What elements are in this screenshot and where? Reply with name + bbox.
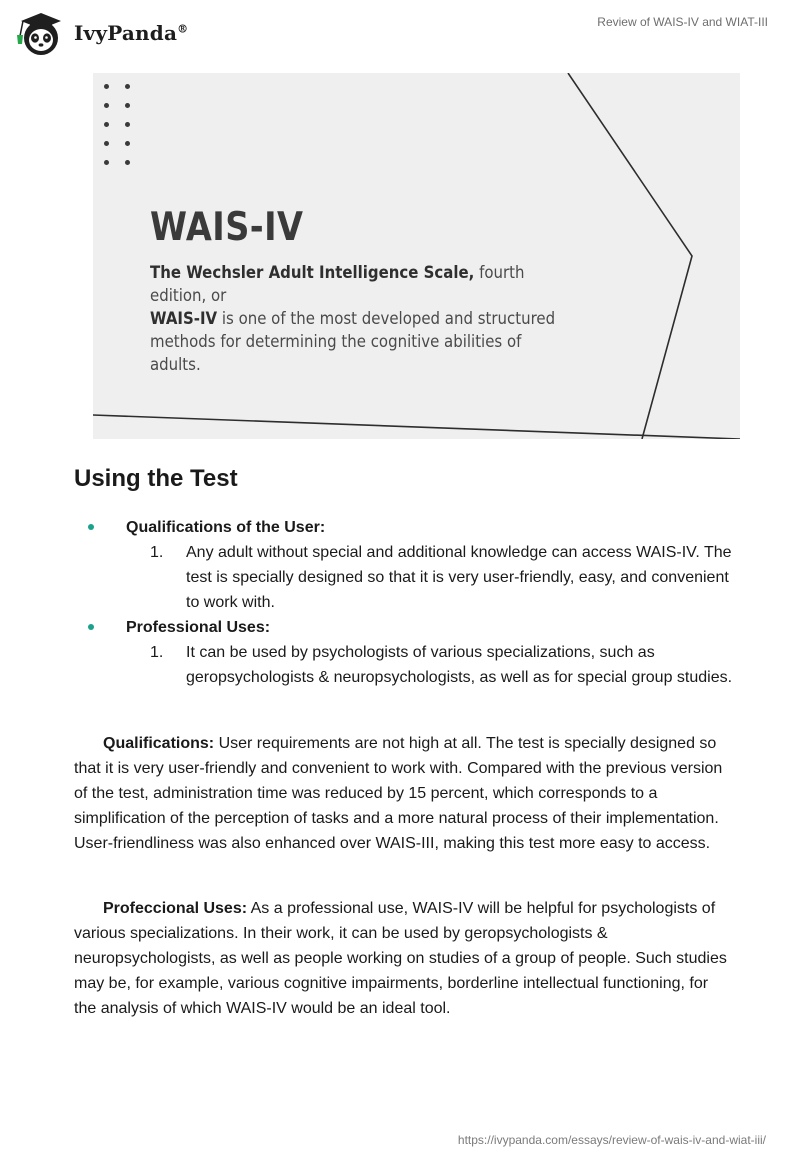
dot-grid-decoration [104,84,137,165]
dot [104,160,109,165]
site-logo[interactable] [14,8,188,58]
slide-description: The Wechsler Adult Intelligence Scale, fourth edition, or WAIS-IV is one of the most developed and structured methods for determining the cognitive abilities of adults. [150,263,556,375]
document-title: Review of WAIS-IV and WIAT-III [597,15,768,29]
dot [104,84,109,89]
numbered-item [126,540,734,615]
dot [125,141,130,146]
item-text: Any adult without special and additional knowledge can access WAIS-IV. The test is specially designed so that it is very user-friendly, easy, and convenient to work with. [186,544,732,611]
bullet-item [74,515,734,615]
dot [125,122,130,127]
section-title: Using the Test [74,465,238,492]
item-text: It can be used by psychologists of various specializations, such as geropsychologists & neuropsychologists, as well as for special group studies. [186,644,733,686]
dot [125,84,130,89]
numbered-list [126,540,734,615]
paragraph-text: As a professional use, WAIS-IV will be helpful for psychologists of various specializations. In their work, it can be used by geropsychologists & neuropsychologists, as well as people working on studies of a group of people. Such studies may be, for example, various cognitive impairments, borderline intellectual functioning, for the analysis of which WAIS-IV would be an ideal tool. [74,900,727,1017]
numbered-item [126,640,734,690]
dot [125,160,130,165]
paragraph-label: Qualifications: [103,735,215,752]
panda-graduation-cap-icon [14,8,64,58]
paragraph-text: User requirements are not high at all. The test is specially designed so that it is very user-friendly and convenient to work with. Compared with the previous version of the test, administration time was reduced by 15 percent, which corresponds to a simplification of the perception of tasks and a more natural process of their implementation. User-friendliness was also enhanced over WAIS-III, making this test more easy to access. [74,735,723,852]
numbered-list [126,640,734,690]
dot [104,141,109,146]
bullet-heading: Professional Uses: [126,619,271,636]
bullet-list [74,515,734,690]
dot [125,103,130,108]
bullet-marker [88,624,94,630]
dot [104,103,109,108]
bullet-heading: Qualifications of the User: [126,519,326,536]
source-url[interactable]: https://ivypanda.com/essays/review-of-wais-iv-and-wiat-iii/ [457,1133,766,1147]
dot [104,122,109,127]
decorative-lines [93,73,740,439]
bullet-marker [88,524,94,530]
item-number: 1. [150,544,164,561]
item-number: 1. [150,644,164,661]
bullet-item [74,615,734,690]
paragraph-professional-uses [74,896,728,1021]
paragraph-label: Profeccional Uses: [103,900,248,917]
slide-heading: WAIS-IV [150,205,304,250]
slide-image [93,73,740,439]
paragraph-qualifications [74,731,728,856]
brand-name: IvyPanda® [74,21,189,45]
